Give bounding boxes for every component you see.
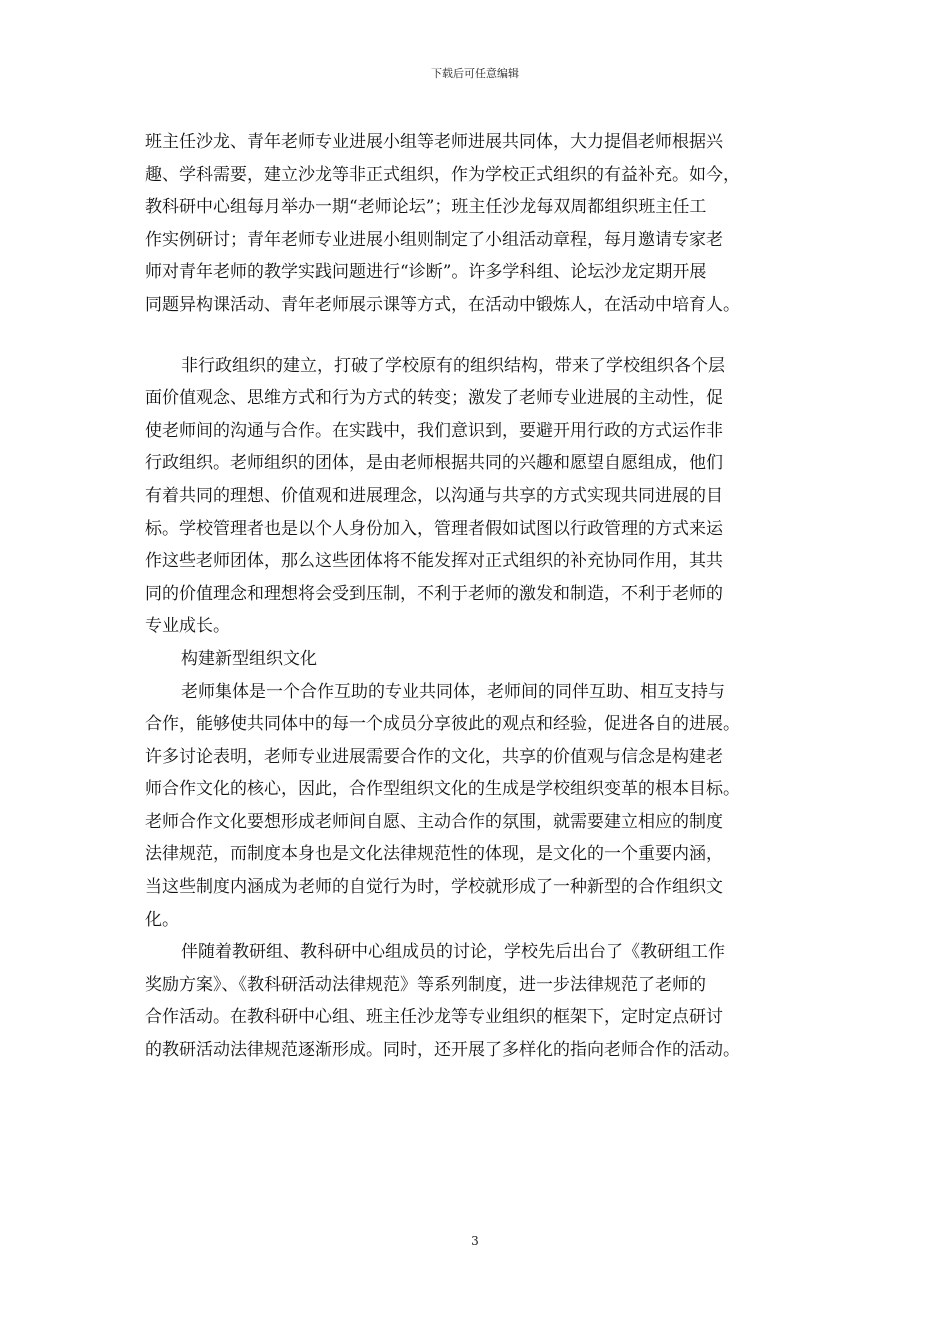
paragraph <box>145 676 825 937</box>
text-line: 法律规范，而制度本身也是文化法律规范性的体现，是文化的一个重要内涵， <box>145 844 723 865</box>
text-line: 趣、学科需要，建立沙龙等非正式组织，作为学校正式组织的有益补充。如今， <box>145 164 740 185</box>
text-line: 合作，能够使共同体中的每一个成员分享彼此的观点和经验，促进各自的进展。 <box>145 714 740 735</box>
paragraph <box>145 126 825 322</box>
text-line: 当这些制度内涵成为老师的自觉行为时，学校就形成了一种新型的合作组织文 <box>145 877 723 898</box>
text-line: 师合作文化的核心，因此，合作型组织文化的生成是学校组织变革的根本目标。 <box>145 779 740 800</box>
paragraph-gap <box>145 322 825 350</box>
paragraph <box>145 936 825 1066</box>
text-line: 的教研活动法律规范逐渐形成。同时，还开展了多样化的指向老师合作的活动。 <box>145 1040 740 1061</box>
section-heading <box>145 643 825 676</box>
text-line: 化。 <box>145 909 179 930</box>
text-line: 同题异构课活动、青年老师展示课等方式，在活动中锻炼人，在活动中培育人。 <box>145 294 740 315</box>
text-line: 使老师间的沟通与合作。在实践中，我们意识到，要避开用行政的方式运作非 <box>145 420 723 441</box>
document-body <box>145 126 825 1067</box>
text-line: 专业成长。 <box>145 616 230 637</box>
text-line: 行政组织。老师组织的团体，是由老师根据共同的兴趣和愿望自愿组成，他们 <box>145 453 723 474</box>
text-line: 伴随着教研组、教科研中心组成员的讨论，学校先后出台了《教研组工作 <box>181 942 725 963</box>
text-line: 作这些老师团体，那么这些团体将不能发挥对正式组织的补充协同作用，其共 <box>145 551 723 572</box>
text-line: 作实例研讨；青年老师专业进展小组则制定了小组活动章程，每月邀请专家老 <box>145 229 723 250</box>
page-number: 3 <box>471 1234 479 1248</box>
text-line: 有着共同的理想、价值观和进展理念，以沟通与共享的方式实现共同进展的目 <box>145 485 723 506</box>
page-header: 下载后可任意编辑 <box>431 67 519 80</box>
text-line: 同的价值理念和理想将会受到压制，不利于老师的激发和制造，不利于老师的 <box>145 583 723 604</box>
text-line: 班主任沙龙、青年老师专业进展小组等老师进展共同体，大力提倡老师根据兴 <box>145 132 723 152</box>
text-line: 奖励方案》、《教科研活动法律规范》等系列制度，进一步法律规范了老师的 <box>145 974 706 995</box>
text-line: 标。学校管理者也是以个人身份加入，管理者假如试图以行政管理的方式来运 <box>145 518 723 539</box>
text-line: 教科研中心组每月举办一期“老师论坛”；班主任沙龙每双周都组织班主任工 <box>145 197 707 218</box>
text-line: 师对青年老师的教学实践问题进行“诊断”。许多学科组、论坛沙龙定期开展 <box>145 262 707 283</box>
text-line: 许多讨论表明，老师专业进展需要合作的文化，共享的价值观与信念是构建老 <box>145 746 723 767</box>
text-line: 面价值观念、思维方式和行为方式的转变；激发了老师专业进展的主动性，促 <box>145 388 723 409</box>
paragraph <box>145 350 825 643</box>
text-line: 合作活动。在教科研中心组、班主任沙龙等专业组织的框架下，定时定点研讨 <box>145 1007 723 1028</box>
text-line: 老师合作文化要想形成老师间自愿、主动合作的氛围，就需要建立相应的制度 <box>145 811 723 832</box>
text-line: 非行政组织的建立，打破了学校原有的组织结构，带来了学校组织各个层 <box>181 355 725 376</box>
text-line: 构建新型组织文化 <box>181 648 317 669</box>
text-line: 老师集体是一个合作互助的专业共同体，老师间的同伴互助、相互支持与 <box>181 681 725 702</box>
